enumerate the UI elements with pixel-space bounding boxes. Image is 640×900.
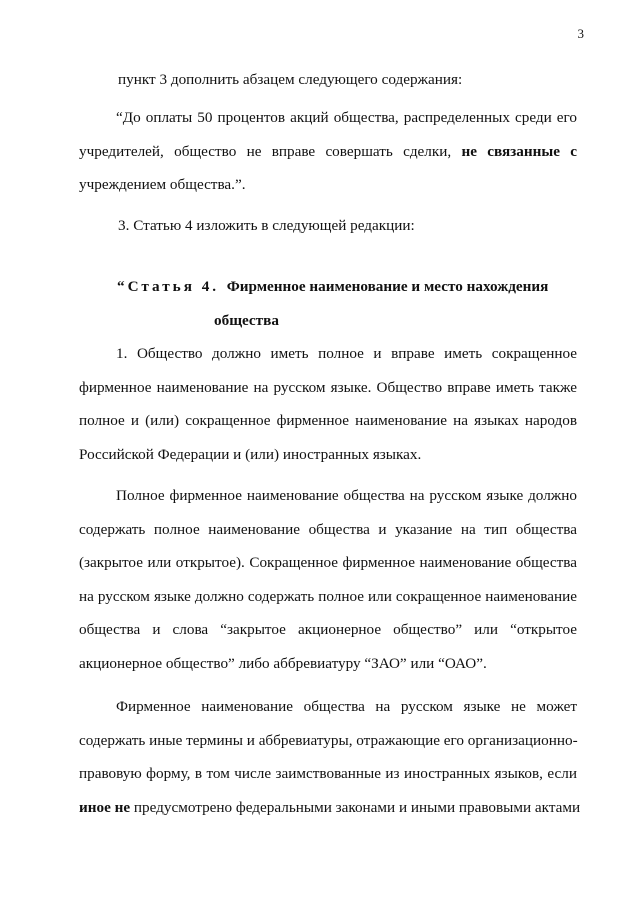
paragraph-1: [79, 63, 577, 97]
paragraph-2: [79, 101, 577, 202]
paragraph-6-line-1: Фирменное наименование общества на русском языке не может: [116, 698, 577, 715]
paragraph-5-line-3: (закрытое или открытое). Сокращенное фирменное наименование общества: [79, 554, 577, 572]
paragraph-4: [79, 337, 577, 471]
paragraph-2-line-2-bold: не связанные: [461, 142, 560, 160]
paragraph-3: [79, 209, 577, 243]
paragraph-4-line-3: полное и (или) сокращенное фирменное наименование на языках народов: [79, 412, 577, 430]
paragraph-4-line-1: 1. Общество должно иметь полное и вправе иметь сокращенное: [116, 345, 577, 362]
paragraph-3-line: 3. Статью 4 изложить в следующей редакции:: [118, 217, 415, 234]
paragraph-2-line-3: учреждением общества.”.: [79, 176, 246, 194]
paragraph-6-line-2: содержать иные термины и аббревиатуры, отражающие его организационно-: [79, 731, 578, 749]
paragraph-2-line-2-start: учредителей, общество не вправе совершать сделки,: [79, 142, 452, 160]
paragraph-5-line-4: на русском языке должно содержать полное или сокращенное наименование: [79, 587, 577, 605]
paragraph-4-line-4: Российской Федерации и (или) иностранных языках.: [79, 445, 422, 463]
paragraph-6-line-4-rest: предусмотрено федеральными законами и иными правовыми актами: [133, 798, 581, 816]
paragraph-5-line-2: содержать полное наименование общества и указание на тип общества: [79, 520, 577, 538]
article-title-line-1: Фирменное наименование и место нахождения: [226, 278, 549, 295]
paragraph-6-line-4: [79, 791, 581, 825]
paragraph-5-line-5: общества и слова “закрытое акционерное общество” или “открытое: [79, 621, 577, 639]
paragraph-2-line-1: “До оплаты 50 процентов акций общества, распределенных среди его: [116, 109, 577, 126]
paragraph-6-line-4-bold: иное не: [79, 798, 131, 816]
article-heading: [117, 270, 557, 337]
paragraph-4-line-2: фирменное наименование на русском языке. Общество вправе иметь также: [79, 378, 577, 396]
paragraph-5-line-6: акционерное общество” либо аббревиатуру “ЗАО” или “ОАО”.: [79, 654, 487, 672]
paragraph-5: [79, 479, 577, 681]
paragraph-2-line-2-end: с: [570, 142, 578, 160]
paragraph-1-line: пункт 3 дополнить абзацем следующего содержания:: [118, 71, 463, 88]
paragraph-6: [79, 690, 581, 824]
paragraph-5-line-1: Полное фирменное наименование общества на русском языке должно: [116, 487, 577, 504]
paragraph-2-line-2: [79, 135, 577, 169]
paragraph-6-line-3: правовую форму, в том числе заимствованные из иностранных языков, если: [79, 765, 577, 783]
article-prefix: “Статья 4.: [117, 278, 220, 295]
article-title-line-2: общества: [214, 311, 279, 329]
page-number: 3: [577, 26, 584, 41]
